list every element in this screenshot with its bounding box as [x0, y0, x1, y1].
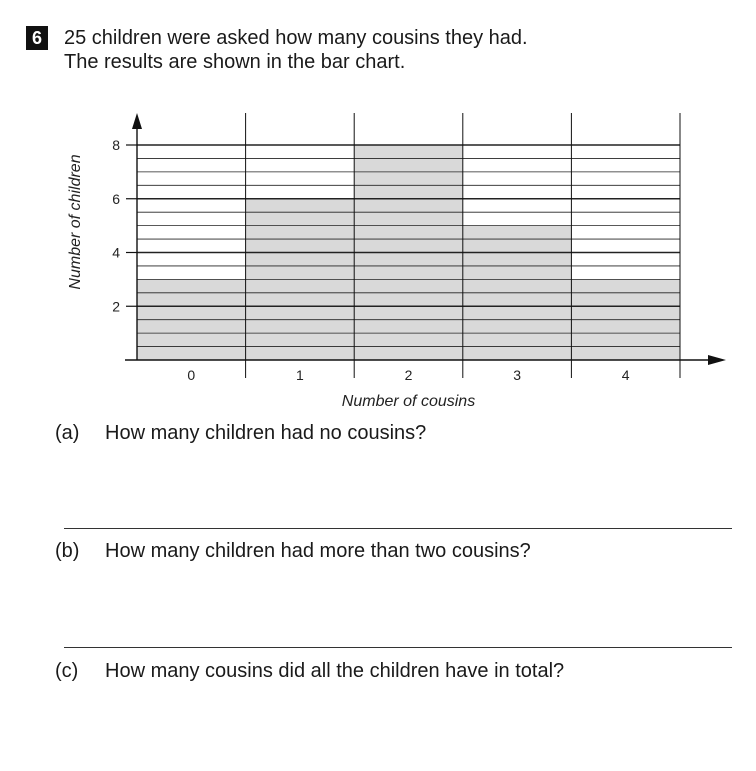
part-a — [55, 422, 426, 445]
y-tick-label-4: 4 — [112, 244, 120, 261]
question-number: 6 — [26, 26, 48, 50]
part-a-text: How many children had no cousins? — [105, 422, 427, 444]
part-b — [55, 540, 531, 563]
x-axis-arrow — [708, 355, 726, 365]
y-tick-label-2: 2 — [112, 298, 120, 315]
x-tick-label-3: 3 — [513, 367, 521, 383]
part-a-label: (a) — [55, 422, 80, 444]
part-c-text: How many cousins did all the children have in total? — [105, 660, 565, 682]
part-b-label: (b) — [55, 540, 80, 562]
part-b-text: How many children had more than two cousins? — [105, 540, 531, 562]
x-tick-label-2: 2 — [404, 367, 413, 383]
y-axis-title: Number of children — [67, 154, 84, 290]
y-tick-label-6: 6 — [112, 190, 120, 207]
x-tick-label-0: 0 — [187, 367, 196, 383]
x-axis-title: Number of cousins — [341, 393, 476, 410]
answer-line-b[interactable] — [64, 647, 732, 648]
y-axis-arrow — [132, 113, 142, 129]
part-c — [55, 660, 564, 683]
x-tick-label-1: 1 — [296, 367, 304, 383]
part-c-label: (c) — [55, 660, 79, 682]
x-tick-label-4: 4 — [621, 367, 630, 383]
answer-line-a[interactable] — [64, 528, 732, 529]
intro-line-2: The results are shown in the bar chart. — [64, 51, 406, 73]
y-tick-label-8: 8 — [112, 137, 120, 153]
intro-line-1: 25 children were asked how many cousins they had. — [64, 27, 528, 49]
